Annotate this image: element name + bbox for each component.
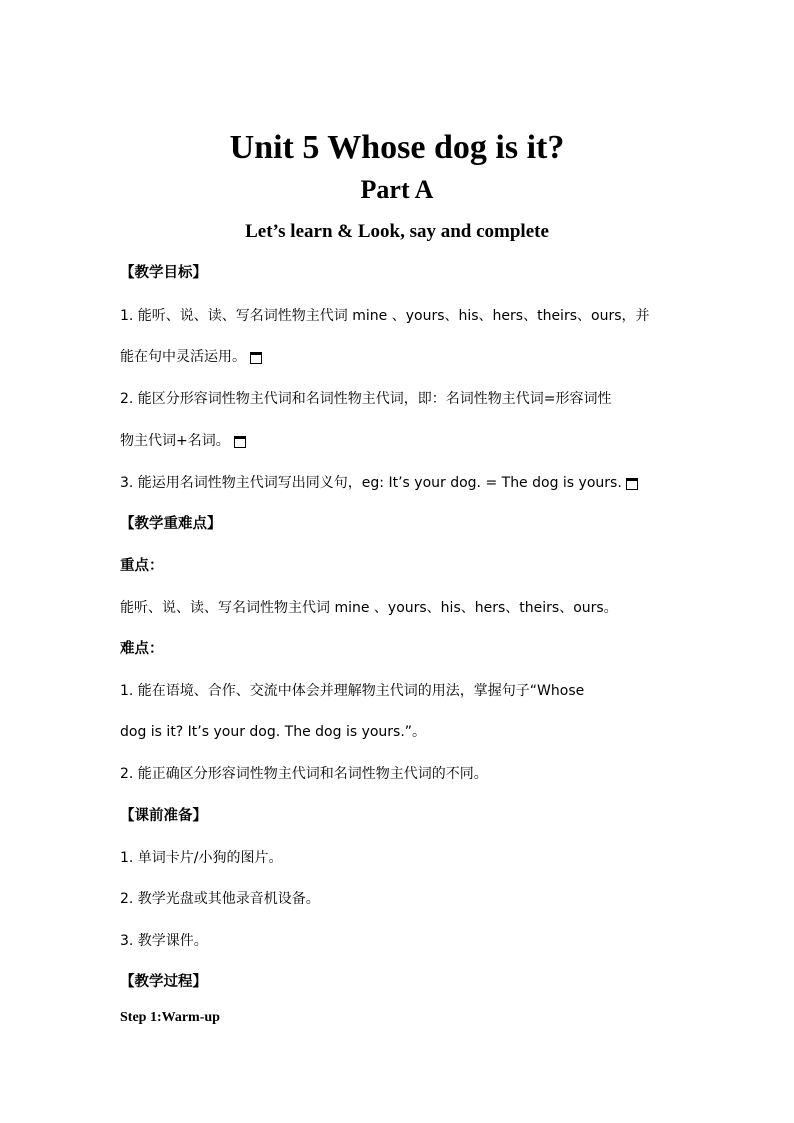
part-title: Part A (360, 175, 434, 204)
process-heading: 【教学过程】 (120, 974, 207, 990)
difficulty-2: 2. 能正确区分形容词性物主代词和名词性物主代词的不同。 (120, 766, 488, 782)
objective-2-line-2 (120, 431, 246, 451)
key-points-heading: 【教学重难点】 (120, 516, 222, 532)
focus-text: 能听、说、读、写名词性物主代词 mine 、yours、his、hers、theirs、ours。 (120, 600, 618, 616)
difficulty-1-line-1: 1. 能在语境、合作、交流中体会并理解物主代词的用法，掌握句子“Whose (120, 683, 585, 699)
stray-glyph-icon (248, 350, 262, 362)
objective-1-line-2-text: 能在句中灵活运用。 (120, 349, 246, 365)
page-title: Unit 5 Whose dog is it? (229, 129, 565, 166)
objective-2-line-2-text: 物主代词+名词。 (120, 433, 230, 449)
objective-3-text: 3. 能运用名词性物主代词写出同义句，eg: It’s your dog. = The dog is yours. (120, 475, 622, 491)
step-1-heading: Step 1:Warm-up (120, 1010, 220, 1025)
preparation-item-3: 3. 教学课件。 (120, 933, 208, 949)
objective-3 (120, 473, 638, 493)
difficulty-1-line-2: dog is it? It’s your dog. The dog is yours.”。 (120, 724, 427, 740)
objective-2-line-1: 2. 能区分形容词性物主代词和名词性物主代词，即：名词性物主代词=形容词性 (120, 391, 612, 407)
objective-1-line-2 (120, 347, 262, 367)
objective-1-line-1: 1. 能听、说、读、写名词性物主代词 mine 、yours、his、hers、theirs、ours，并 (120, 308, 650, 324)
preparation-item-1: 1. 单词卡片/小狗的图片。 (120, 850, 283, 866)
focus-label: 重点： (120, 558, 164, 574)
objectives-heading: 【教学目标】 (120, 265, 207, 281)
difficulty-label: 难点： (120, 641, 164, 657)
preparation-item-2: 2. 教学光盘或其他录音机设备。 (120, 891, 320, 907)
stray-glyph-icon (624, 476, 638, 488)
preparation-heading: 【课前准备】 (120, 808, 207, 824)
lesson-subtitle: Let’s learn & Look, say and complete (245, 221, 549, 242)
stray-glyph-icon (232, 434, 246, 446)
